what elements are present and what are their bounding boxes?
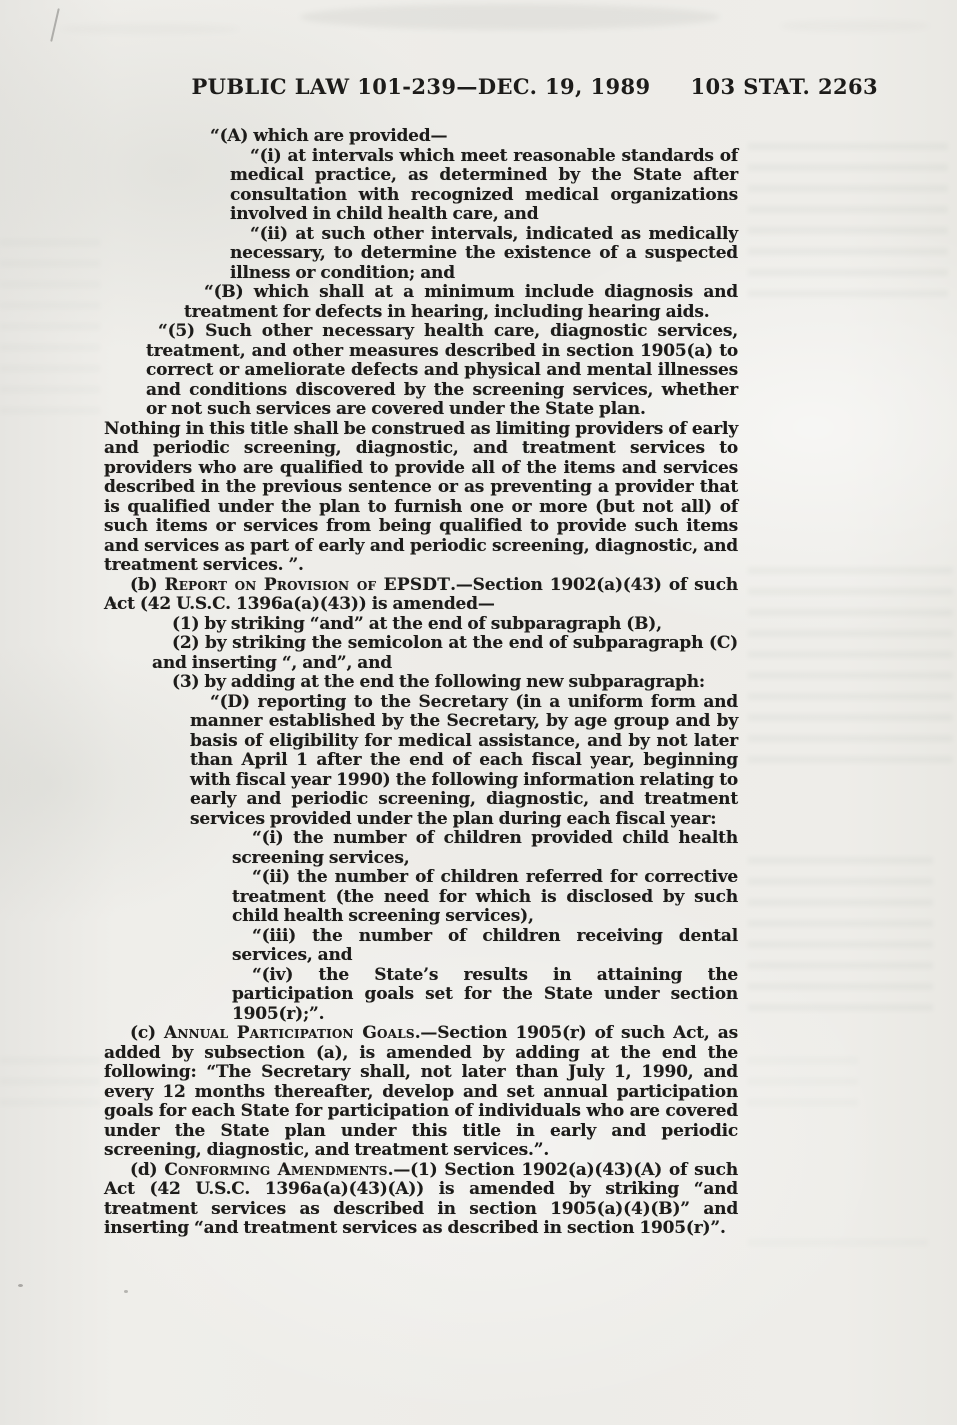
page-header xyxy=(0,74,957,104)
bleed-through-artifact xyxy=(748,1046,858,1106)
statute-text-run: “(A) which are provided— xyxy=(210,126,448,146)
statute-text-run: Nothing in this title shall be construed as limiting providers of early and periodic screening, diagnostic, and treatment services to providers who are qualified to provide all of the items and services described in the previous sentence or as preventing a provider that is qualified under the plan to furnish one or more (but not all) of such items or services from being qualified to provide such items and services as part of early and periodic screening, diagnostic, and treatment services. ”. xyxy=(104,418,738,575)
statute-paragraph xyxy=(104,634,738,673)
statute-text-run: .—Section 1902(a)(43) of such Act (42 U.S.C. 1396a(a)(43)) is amended— xyxy=(104,574,739,614)
scan-smudge xyxy=(300,4,720,30)
bleed-through-artifact xyxy=(748,1228,928,1250)
statute-text-run: .—(1) Section 1902(a)(43)(A) of such Act (42 U.S.C. 1396a(a)(43)(A)) is amended by striking “and treatment services as described in section 1905(a)(4)(B)” and inserting “and treatment services as described in section 1905(r)”. xyxy=(104,1159,738,1238)
section-heading-smallcaps: Conforming Amendments xyxy=(164,1159,388,1180)
bleed-through-artifact xyxy=(748,846,933,1011)
statute-paragraph xyxy=(104,147,738,225)
statute-text-run: (c) xyxy=(130,1023,165,1043)
statute-text-run: “(ii) the number of children referred for corrective treatment (the need for which is disclosed by such child health screening services), xyxy=(232,867,738,926)
statute-paragraph xyxy=(104,225,738,284)
statute-text-run: (d) xyxy=(130,1159,165,1180)
statute-text-run: “(B) which shall at a minimum include diagnosis and treatment for defects in hearing, including hearing aids. xyxy=(184,282,738,322)
section-heading-smallcaps: Annual Participation Goals xyxy=(164,1023,415,1043)
statute-text-run: “(D) reporting to the Secretary (in a uniform form and manner established by the Secretary, by age group and by basis of eligibility for medical assistance, and by not later than April 1 after the end of each fiscal year, beginning with fiscal year 1990) the following information relating to early and periodic screening, diagnostic, and treatment services provided under the plan during each fiscal year: xyxy=(190,691,738,829)
statute-paragraph xyxy=(104,576,738,615)
law-title: PUBLIC LAW 101-239—DEC. 19, 1989 xyxy=(191,74,651,99)
statute-text-run: “(iv) the State’s results in attaining the participation goals set for the State under section 1905(r);”. xyxy=(232,964,738,1024)
statute-text-run: “(ii) at such other intervals, indicated as medically necessary, to determine the existence of a suspected illness or condition; and xyxy=(230,223,738,283)
statute-text-run: (2) by striking the semicolon at the end of subparagraph (C) and inserting “, and”, and xyxy=(152,633,738,673)
stat-page-number: 103 STAT. 2263 xyxy=(690,74,878,99)
statute-text-run: “(i) the number of children provided child health screening services, xyxy=(232,828,738,868)
bleed-through-artifact xyxy=(748,556,953,771)
statute-paragraph xyxy=(104,322,738,420)
pen-slash-mark xyxy=(50,8,60,42)
statute-text-run: .—Section 1905(r) of such Act, as added by subsection (a), is amended by adding at the end the following: “The Secretary shall, not later than July 1, 1990, and every 12 months thereafter, develop and set annual participation goals for each State for participation of individuals who are covered under the State plan under this title in early and periodic screening, diagnostic, and treatment services.”. xyxy=(104,1023,738,1160)
statute-paragraph xyxy=(104,1024,738,1161)
statute-text-run: (3) by adding at the end the following new subparagraph: xyxy=(172,672,705,692)
statute-text-run: “(iii) the number of children receiving dental services, and xyxy=(232,925,738,965)
statute-text-run: (b) xyxy=(130,574,165,595)
ink-speck xyxy=(124,1290,128,1293)
statute-paragraph xyxy=(104,966,738,1025)
bleed-through-artifact xyxy=(748,132,948,302)
statute-text-run: “(i) at intervals which meet reasonable standards of medical practice, as determined by the State after consultation with recognized medical organizations involved in child health care, and xyxy=(230,145,738,224)
statute-text-run: (1) by striking “and” at the end of subparagraph (B), xyxy=(172,613,662,634)
statute-text-run: “(5) Such other necessary health care, diagnostic services, treatment, and other measures described in section 1905(a) to correct or ameliorate defects and physical and mental illnesses and conditions discovered by the screening services, whether or not such services are covered under the State plan. xyxy=(146,321,738,419)
statute-paragraph xyxy=(104,420,738,576)
scan-smudge xyxy=(60,24,240,34)
statute-paragraph xyxy=(104,615,738,635)
ink-speck xyxy=(18,1284,23,1287)
statute-paragraph xyxy=(104,829,738,868)
statute-paragraph xyxy=(104,693,738,830)
bleed-through-artifact xyxy=(0,1046,100,1106)
statute-paragraph xyxy=(104,927,738,966)
statute-paragraph xyxy=(104,1161,738,1239)
statute-paragraph xyxy=(104,127,738,147)
bleed-through-artifact xyxy=(0,228,100,428)
statute-paragraph xyxy=(104,283,738,322)
statute-paragraph xyxy=(104,868,738,927)
scan-smudge xyxy=(780,20,930,32)
section-heading-smallcaps: Report on Provision of EPSDT xyxy=(164,574,451,595)
statute-paragraph xyxy=(104,673,738,693)
statute-body xyxy=(104,127,738,1239)
